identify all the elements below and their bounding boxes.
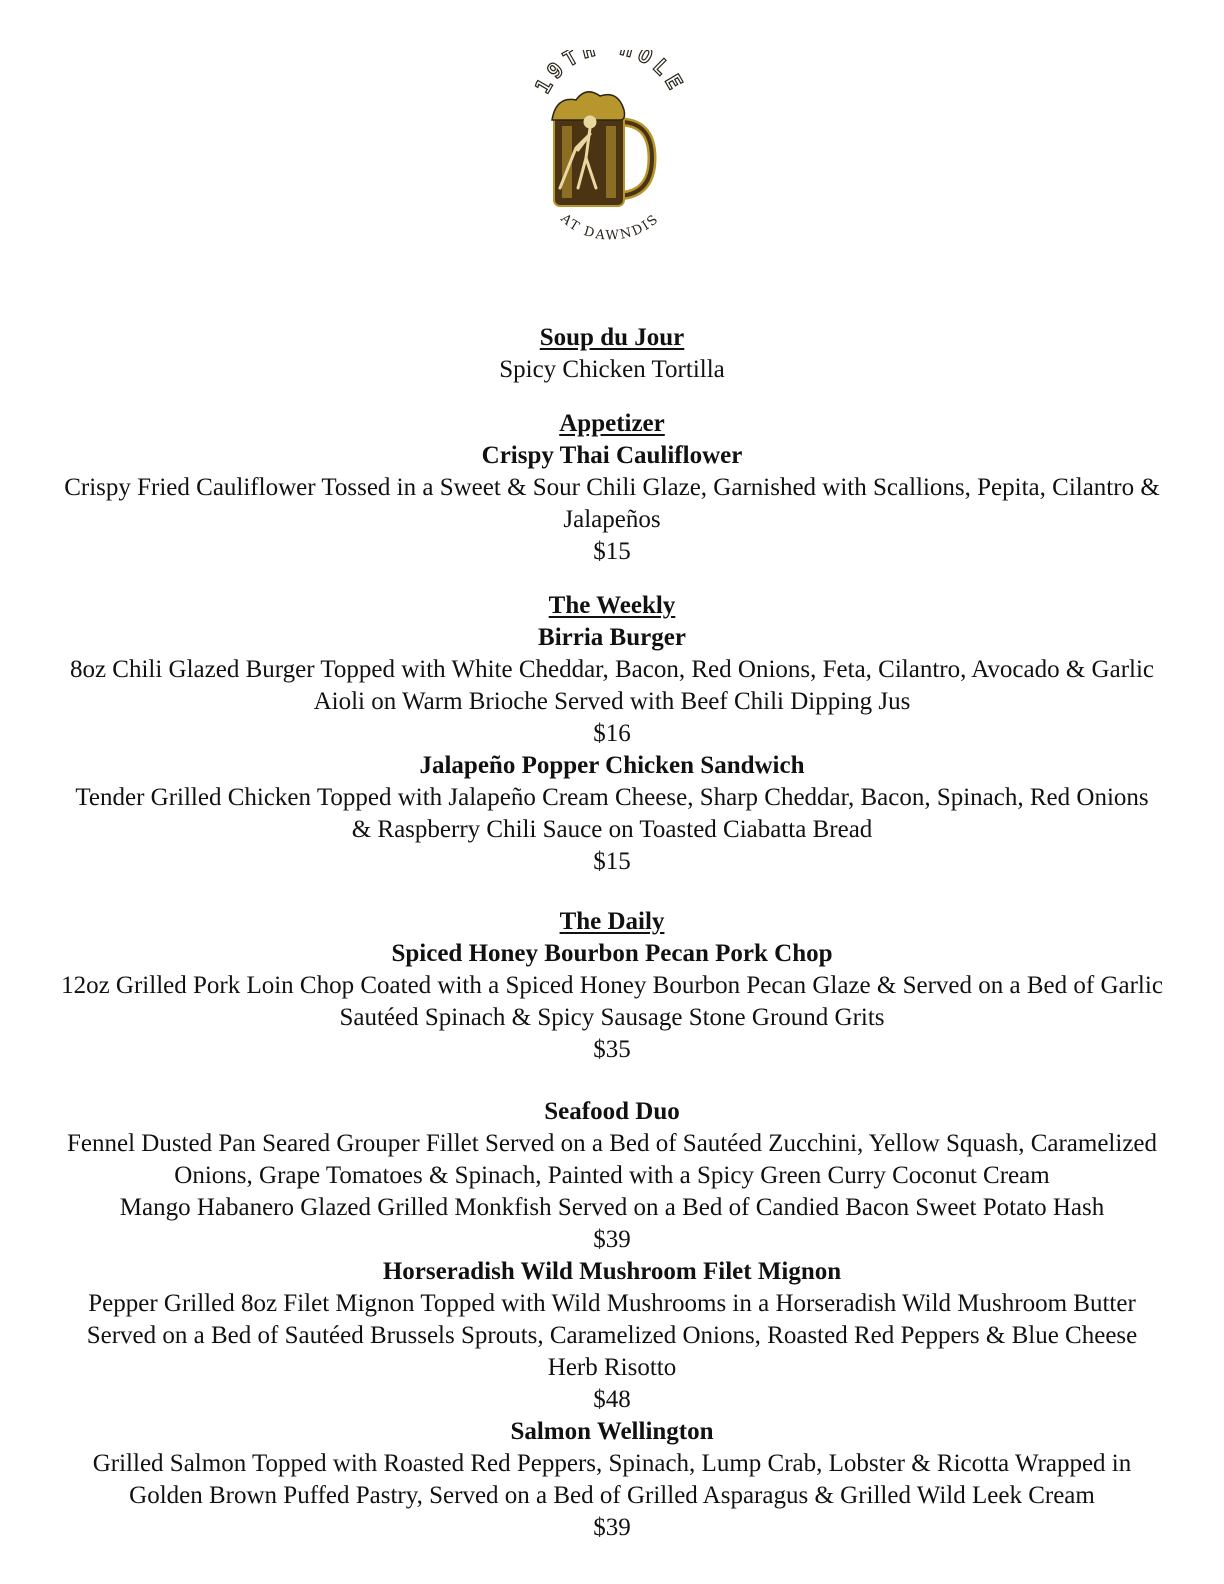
menu-item [20, 440, 1204, 568]
section-title: Soup du Jour [539, 324, 685, 351]
item-name: Seafood Duo [544, 1098, 680, 1125]
item-price: $15 [593, 538, 631, 565]
item-description: Fennel Dusted Pan Seared Grouper Fillet Served on a Bed of Sautéed Zucchini, Yellow Squash, Caramelized [66, 1130, 1158, 1157]
section-title: Appetizer [559, 410, 665, 437]
logo-subtitle-text: AT DAWNDIS [557, 211, 663, 240]
item-price: $15 [593, 848, 631, 875]
menu-item [20, 1096, 1204, 1256]
item-name: Birria Burger [538, 624, 686, 651]
item-price: $39 [593, 1226, 631, 1253]
item-price: $39 [593, 1514, 631, 1541]
menu-item [20, 1256, 1204, 1416]
section-daily [20, 906, 1204, 1544]
item-price: $16 [593, 720, 631, 747]
menu-item [20, 750, 1204, 878]
item-description: Mango Habanero Glazed Grilled Monkfish Served on a Bed of Candied Bacon Sweet Potato Hash [119, 1194, 1105, 1221]
item-description: Grilled Salmon Topped with Roasted Red Peppers, Spinach, Lump Crab, Lobster & Ricotta Wrapped in [92, 1450, 1132, 1477]
item-description: Sautéed Spinach & Spicy Sausage Stone Ground Grits [339, 1004, 885, 1031]
logo-title-text: 19T OLE [530, 50, 690, 98]
menu-item [20, 938, 1204, 1066]
section-weekly [20, 590, 1204, 878]
item-description: Tender Grilled Chicken Topped with Jalapeño Cream Cheese, Sharp Cheddar, Bacon, Spinach, Red Onions [75, 784, 1149, 811]
item-description: Served on a Bed of Sautéed Brussels Sprouts, Caramelized Onions, Roasted Red Peppers & Blue Cheese [86, 1322, 1138, 1349]
item-price: $48 [593, 1386, 631, 1413]
menu-item [20, 622, 1204, 750]
item-description: Aioli on Warm Brioche Served with Beef Chili Dipping Jus [313, 688, 911, 715]
menu-item [20, 1416, 1204, 1544]
mug-panel-right [606, 126, 616, 198]
item-description: Onions, Grape Tomatoes & Spinach, Painted with a Spicy Green Curry Coconut Cream [174, 1162, 1050, 1189]
item-price: $35 [593, 1036, 631, 1063]
item-description: Crispy Fried Cauliflower Tossed in a Sweet & Sour Chili Glaze, Garnished with Scallions, Pepita, Cilantro & [64, 474, 1160, 501]
item-name: Jalapeño Popper Chicken Sandwich [419, 752, 805, 779]
section-soup [20, 322, 1204, 386]
item-description: & Raspberry Chili Sauce on Toasted Ciabatta Bread [351, 816, 873, 843]
menu [20, 322, 1204, 1544]
item-name: Horseradish Wild Mushroom Filet Mignon [382, 1258, 842, 1285]
section-appetizer [20, 408, 1204, 568]
item-description: Pepper Grilled 8oz Filet Mignon Topped with Wild Mushrooms in a Horseradish Wild Mushroom Butter [88, 1290, 1136, 1317]
item-description: Herb Risotto [547, 1354, 677, 1381]
item-description: 8oz Chili Glazed Burger Topped with White Cheddar, Bacon, Red Onions, Feta, Cilantro, Avocado & Garlic [69, 656, 1155, 683]
logo-19th-hole [520, 50, 700, 240]
logo-graphic [520, 50, 700, 240]
item-description: 12oz Grilled Pork Loin Chop Coated with a Spiced Honey Bourbon Pecan Glaze & Served on a Bed of Garlic [61, 972, 1163, 999]
item-name: Crispy Thai Cauliflower [481, 442, 743, 469]
item-description: Jalapeños [563, 506, 661, 533]
item-description: Golden Brown Puffed Pastry, Served on a Bed of Grilled Asparagus & Grilled Wild Leek Cream [129, 1482, 1095, 1509]
item-name: Salmon Wellington [510, 1418, 714, 1445]
section-title: The Daily [559, 908, 665, 935]
item-name: Spiced Honey Bourbon Pecan Pork Chop [391, 940, 833, 967]
soup-item: Spicy Chicken Tortilla [499, 356, 725, 383]
section-title: The Weekly [548, 592, 676, 619]
